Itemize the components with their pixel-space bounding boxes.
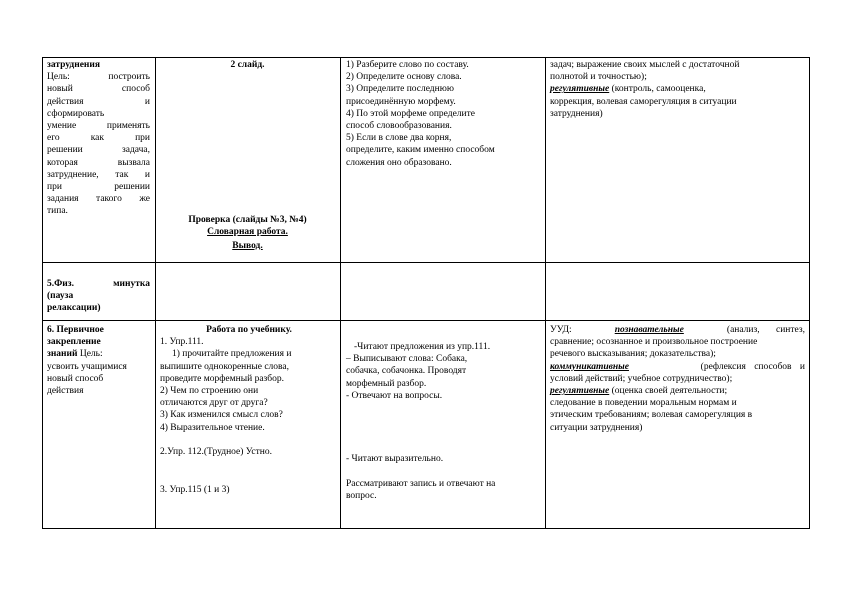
stage-goal-line: усвоить учащимися	[47, 361, 127, 372]
row3-teacher-cell	[160, 324, 338, 496]
stage-goal-line: Цель: построить	[47, 72, 150, 83]
uud-line: коммуникативные (рефлексия способов и	[550, 361, 805, 372]
stage-title-line: знаний Цель:	[47, 349, 103, 360]
row1-student-cell	[346, 59, 542, 169]
exercise-3: 3. Упр.115 (1 и 3)	[160, 485, 230, 496]
stage-goal-line: которая вызвала	[47, 157, 150, 168]
stage-line: 5.Физ. минутка	[47, 279, 150, 289]
stage-goal-line: затруднение, так и	[47, 169, 150, 180]
stage-line: релаксации)	[47, 303, 101, 314]
stage-goal-line: его как при	[47, 133, 150, 144]
activity-line: вопрос.	[346, 491, 377, 502]
activity-line: собачка, собачонка. Проводят	[346, 366, 467, 377]
activity-line: – Выписывают слова: Собака,	[346, 354, 468, 365]
uud-line: задач; выражение своих мыслей с достаточной	[550, 60, 740, 70]
uud-label: УУД:	[550, 325, 572, 335]
task-line: 4) По этой морфеме определите	[346, 108, 475, 119]
table-border-bottom	[42, 528, 810, 529]
check-slides: Проверка (слайды №3, №4)	[188, 215, 307, 226]
uud-line: следование в поведении моральным нормам и	[550, 398, 737, 409]
activity-line: Рассматривают запись и отвечают на	[346, 479, 496, 490]
row2-stage-cell	[47, 278, 150, 315]
stage-title-line: закрепление	[47, 337, 101, 348]
stage-goal-line: сформировать	[47, 108, 105, 119]
stage-line: (пауза	[47, 291, 74, 302]
table-border-right	[809, 57, 810, 528]
exercise-1: 1. Упр.111.	[160, 337, 204, 348]
stage-goal-line: задания такого же	[47, 194, 150, 205]
task-line: способ словообразования.	[346, 121, 452, 132]
stage-goal	[47, 71, 150, 205]
uud-line: полнотой и точностью);	[550, 72, 647, 83]
row-divider-2	[42, 320, 810, 321]
activity-line: -Читают предложения из упр.111.	[354, 342, 491, 352]
stage-goal-line: умение применять	[47, 121, 150, 132]
uud-line: речевого высказывания; доказательства);	[550, 349, 716, 360]
stage-goal-line: новый способ	[47, 373, 104, 384]
slide-label: 2 слайд.	[230, 60, 265, 70]
regulative-label: регулятивные	[550, 386, 610, 397]
task-line: выпишите однокоренные слова,	[160, 361, 289, 372]
uud-line: этическим требованиям; волевая саморегуляция в	[550, 410, 753, 421]
row3-stage-cell	[47, 324, 150, 397]
stage-goal-line: решении задача,	[47, 145, 150, 156]
task-line: 4) Выразительное чтение.	[160, 422, 265, 433]
task-line: отличаются друг от друга?	[160, 398, 268, 409]
task-line: 3) Как изменился смысл слов?	[160, 410, 283, 421]
uud-line: коррекция, волевая саморегуляция в ситуации	[550, 96, 737, 107]
row3-uud-cell	[550, 324, 805, 434]
table-divider-1	[155, 57, 156, 528]
task-line: 5) Если в слове два корня,	[346, 133, 452, 144]
task-line: 2) Чем по строению они	[160, 386, 259, 397]
activity-line: - Читают выразительно.	[346, 454, 444, 465]
task-line: присоединённую морфему.	[346, 96, 456, 107]
activity-line: морфемный разбор.	[346, 378, 427, 389]
exercise-2: 2.Упр. 112.(Трудное) Устно.	[160, 446, 272, 457]
table-border-left	[42, 57, 43, 528]
regulative-label: регулятивные	[550, 84, 610, 95]
task-line: 1) прочитайте предложения и	[172, 349, 292, 360]
stage-goal-last: типа.	[47, 206, 68, 217]
stage-title-line: 6. Первичное	[47, 325, 104, 335]
table-border-top	[42, 57, 810, 58]
conclusion: Вывод.	[232, 240, 263, 251]
activity-line: - Отвечают на вопросы.	[346, 390, 443, 401]
uud-line: ситуации затруднения)	[550, 422, 643, 433]
stage-title: затруднения	[47, 60, 100, 70]
task-line: определите, каким именно способом	[346, 145, 495, 156]
table-divider-2	[340, 57, 341, 528]
communicative-label: коммуникативные	[550, 361, 629, 372]
uud-line: УУД: познавательные (анализ, синтез,	[550, 325, 805, 335]
row3-student-cell	[346, 341, 542, 503]
textbook-header: Работа по учебнику.	[206, 325, 292, 335]
task-line: 1) Разберите слово по составу.	[346, 60, 469, 70]
uud-line: регулятивные (оценка своей деятельности;	[550, 386, 728, 397]
uud-line: затруднения)	[550, 108, 603, 119]
row1-slide-cell	[160, 59, 335, 252]
stage-goal-line: действия	[47, 386, 84, 397]
row1-stage-cell	[47, 59, 150, 218]
task-line: проведите морфемный разбор.	[160, 373, 285, 384]
row1-uud-cell	[550, 59, 805, 120]
task-line: 3) Определите последнюю	[346, 84, 454, 95]
stage-goal-line: действия и	[47, 96, 150, 107]
stage-goal-line: при решении	[47, 182, 150, 193]
uud-line: условий действий; учебное сотрудничество);	[550, 373, 733, 384]
cognitive-label: познавательные	[614, 325, 684, 335]
vocab-work: Словарная работа.	[207, 227, 288, 238]
row-divider-1	[42, 262, 810, 263]
uud-line: сравнение; осознанное и произвольное построение	[550, 337, 758, 348]
uud-line: регулятивные (контроль, самооценка,	[550, 84, 706, 95]
task-line: сложения оно образовано.	[346, 157, 452, 168]
task-line: 2) Определите основу слова.	[346, 72, 462, 83]
table-divider-3	[545, 57, 546, 528]
stage-goal-line: новый способ	[47, 84, 150, 95]
